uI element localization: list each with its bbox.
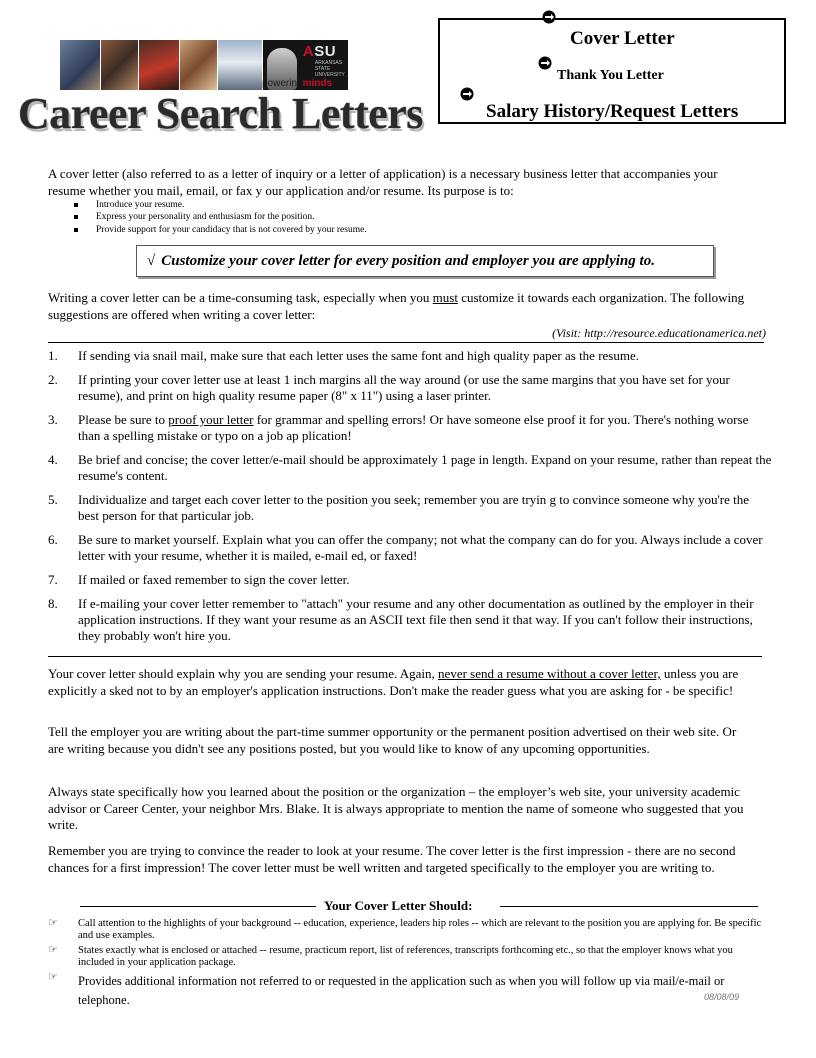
list-item: ☞ States exactly what is enclosed or attached -- resume, practicum report, list of references, transcripts forthcoming etc., so that the employer knows what you included in your application package. [48,944,733,968]
student-photo [139,40,179,90]
campus-building-photo [218,40,262,90]
list-item: Provide support for your candidacy that is not covered by your resume. [72,224,672,236]
first-impression-paragraph: Remember you are trying to convince the reader to look at your resume. The cover letter is the first impression - there are no second chances for a first impression! The cover letter must be well written and targeted specifically to the employer you are writing to. [48,843,736,875]
student-photo [101,40,139,90]
should-heading: Your Cover Letter Should: [324,898,473,913]
intro-paragraph: A cover letter (also referred to as a letter of inquiry or a letter of application) is a necessary business letter that accompanies your resume whether you mail, email, or fax y our application and/or resume. Its purpose is to: [48,166,718,198]
list-item: 1. If sending via snail mail, make sure that each letter uses the same font and high quality paper as the resume. [48,348,639,363]
arrow-right-icon [460,87,474,101]
source-reference: (Visit: http://resource.educationamerica.net) [552,326,766,340]
divider [80,906,316,907]
purpose-list [72,199,672,236]
should-list [48,918,764,1014]
letter-type-cover: Cover Letter [570,28,675,49]
document-date: 08/08/09 [704,992,740,1002]
hand-pointer-icon: ☞ [48,971,58,983]
list-item: 5. Individualize and target each cover letter to the position you seek; remember you are tryin g to convince someone why you're the best person for that particular job. [48,492,750,523]
writing-paragraph: Writing a cover letter can be a time-consuming task, especially when you must customize it towards each organization. The following suggestions are offered when writing a cover letter: [48,290,745,322]
state-source-paragraph: Always state specifically how you learned about the position or the organization – the employer’s web site, your university academic advisor or Career Center, your neighbor Mrs. Blake. It is always appropriate to mention the name of someone who suggested that you write. [48,784,744,832]
letter-type-thank-you: Thank You Letter [557,68,664,83]
list-item: Express your personality and enthusiasm for the position. [72,211,672,223]
divider [500,906,758,907]
list-item: 4. Be brief and concise; the cover letter/e-mail should be approximately 1 page in length. Expand on your resume, rather than repeat the resume's content. [48,452,772,483]
divider [48,656,762,657]
list-item: 6. Be sure to market yourself. Explain what you can offer the company; not what the company can do for you. Always include a cover letter with your resume, whether it is mailed, e-mail ed, or faxed! [48,532,763,563]
list-item: ☞ Call attention to the highlights of your background -- education, experience, leaders hip roles -- which are relevant to the position you are applying for. Be specific and use examples. [48,917,762,941]
customize-tip-box [136,245,714,277]
tip-text: Customize your cover letter for every position and employer you are applying to. [161,253,655,269]
suggestions-list [48,348,772,652]
emphasis-never-send: never send a resume without a cover letter, [438,666,661,681]
arrow-right-icon [538,56,552,70]
letter-type-salary-history: Salary History/Request Letters [486,101,739,122]
checkmark-icon: √ [147,253,156,269]
emphasis-proof-your-letter: proof your letter [168,412,254,427]
asu-university-name: ARKANSAS STATE UNIVERSITY [314,60,345,78]
student-photo [180,40,218,90]
tell-employer-paragraph: Tell the employer you are writing about the part-time summer opportunity or the permanent position advertised on their web site. Or are writing because you didn't see any positions posted, but you would like to know of any upcoming opportunities. [48,724,737,756]
list-item: 2. If printing your cover letter use at least 1 inch margins all the way around (or use the same margins that you have set for your resume), and print on high quality resume paper (8" x 11") using a laser printer. [48,372,730,403]
list-item: 3. Please be sure to proof your letter for grammar and spelling errors! Or have someone else proof it for you. There's nothing worse than a spelling mistake or typo on a job ap plication! [48,412,749,443]
explain-paragraph: Your cover letter should explain why you are sending your resume. Again, never send a resume without a cover letter, unless you are explicitly a sked not to by an employer's application instructions. Don't make the reader guess what you are asking for - be specific! [48,666,739,698]
emphasis-must: must [432,290,458,305]
list-item: 7. If mailed or faxed remember to sign the cover letter. [48,572,350,587]
student-photo [60,40,100,90]
powering-minds-tagline: poweringminds [262,78,333,89]
list-item: Introduce your resume. [72,199,672,211]
arrow-right-icon [542,10,556,24]
list-item: ☞ Provides additional information not referred to or requested in the application such as when you will follow up via mail/e-mail or telephone. [48,971,725,1007]
letter-types-box [438,18,786,124]
list-item: 8. If e-mailing your cover letter remember to "attach" your resume and any other documentation as outlined by the employer in their application instructions. If they want your resume as an ASCII text file then send it that way. If you can't follow their instructions, they probably won't hire you. [48,596,754,643]
hand-pointer-icon: ☞ [48,917,58,929]
page-title: Career Search Letters [18,89,423,138]
asu-wordmark: ASU [302,43,337,60]
asu-wordmark-text: SU [314,43,337,60]
divider [48,342,764,343]
hand-pointer-icon: ☞ [48,944,58,956]
